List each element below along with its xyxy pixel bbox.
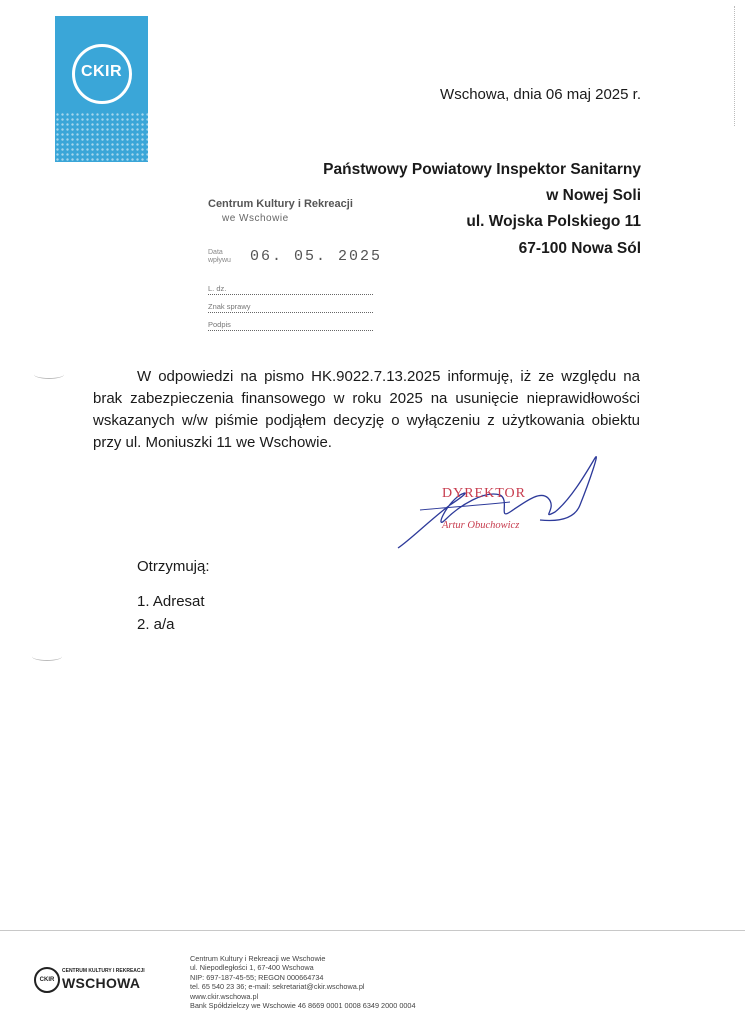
recipient-line-1: Państwowy Powiatowy Inspektor Sanitarny	[323, 161, 641, 178]
letter-body	[93, 366, 640, 454]
stamp-org-line-1: Centrum Kultury i Rekreacji	[208, 198, 353, 210]
signature-stamp-title: DYREKTOR	[442, 486, 526, 501]
signature-stamp-name: Artur Obuchowicz	[442, 520, 520, 531]
footer-line: www.ckir.wschowa.pl	[190, 991, 259, 1001]
recipient-line-2: w Nowej Soli	[546, 187, 641, 204]
footer-logo	[34, 967, 152, 993]
footer-divider	[0, 930, 745, 931]
recipients-title: Otrzymują:	[137, 558, 210, 575]
recipient-item: 2. a/a	[137, 616, 175, 633]
footer-logo-small-text: CENTRUM KULTURY I REKREACJI	[62, 968, 145, 974]
page-edge-mark	[730, 6, 735, 126]
signature-block	[390, 450, 610, 560]
recipients-list	[137, 590, 205, 636]
footer-info	[190, 954, 416, 1010]
footer-line: tel. 65 540 23 36; e-mail: sekretariat@ckir.wschowa.pl	[190, 982, 365, 992]
footer-line: ul. Niepodległości 1, 67-400 Wschowa	[190, 963, 314, 973]
stamp-date-label: Data wpływu	[208, 249, 231, 264]
stamp-date-value: 06. 05. 2025	[250, 248, 383, 265]
recipient-line-3: ul. Wojska Polskiego 11	[466, 213, 641, 230]
footer-line: Bank Spółdzielczy we Wschowie 46 8669 0001 0008 6349 2000 0004	[190, 1001, 416, 1011]
footer-line: Centrum Kultury i Rekreacji we Wschowie	[190, 954, 326, 963]
recipient-item: 1. Adresat	[137, 593, 205, 610]
ckir-logo	[55, 16, 148, 162]
stamp-row-podpis: Podpis	[208, 320, 373, 331]
footer-logo-big-text: WSCHOWA	[62, 975, 141, 991]
handwritten-signature	[390, 450, 610, 560]
letter-paragraph: W odpowiedzi na pismo HK.9022.7.13.2025 informuję, iż ze względu na brak zabezpieczenia finansowego w roku 2025 na usunięcie nieprawidłowości wskazanych w/w piśmie podjąłem decyzję o wyłączeniu z użytkowania obiektu przy ul. Moniuszki 11 we Wschowie.	[93, 368, 640, 451]
punch-mark	[34, 370, 64, 379]
punch-mark	[32, 652, 62, 661]
footer-logo-circle: CKIR	[34, 967, 60, 993]
footer-line: NIP: 697-187-45-55; REGON 000664734	[190, 972, 324, 982]
logo-text: CKIR	[80, 63, 123, 80]
stamp-row-znak: Znak sprawy	[208, 302, 373, 313]
receipt-stamp	[200, 190, 385, 336]
logo-dot-pattern	[55, 112, 148, 162]
date-line: Wschowa, dnia 06 maj 2025 r.	[440, 86, 641, 103]
stamp-org-line-2: we Wschowie	[222, 213, 289, 224]
recipient-line-4: 67-100 Nowa Sól	[518, 240, 641, 257]
stamp-row-ldz: L. dz.	[208, 284, 373, 295]
